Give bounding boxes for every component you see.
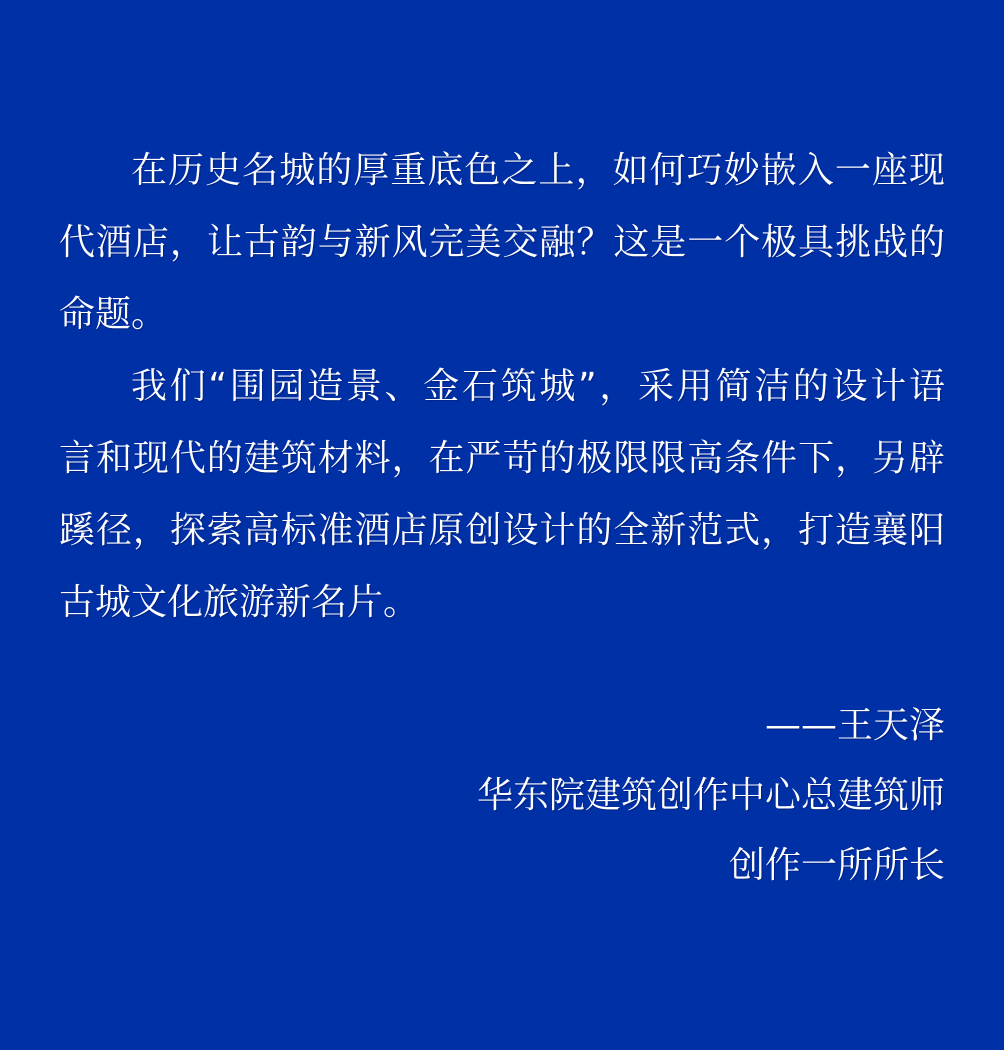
quote-line: 代酒店，让古韵与新风完美交融？这是一个极具挑战的 xyxy=(59,222,945,263)
quote-paragraph-2 xyxy=(59,351,945,639)
attribution-role-title: 华东院建筑创作中心总建筑师 xyxy=(476,775,945,816)
quote-line: 言和现代的建筑材料，在严苛的极限限高条件下，另辟 xyxy=(59,438,945,479)
quote-line: 在历史名城的厚重底色之上，如何巧妙嵌入一座现 xyxy=(131,150,945,191)
quote-paragraph-1 xyxy=(59,135,945,351)
attribution-author: ——王天泽 xyxy=(764,705,945,746)
quote-line: 蹊径，探索高标准酒店原创设计的全新范式，打造襄阳 xyxy=(59,510,945,551)
quote-line: 命题。 xyxy=(59,294,168,335)
quote-line: 古城文化旅游新名片。 xyxy=(59,582,420,623)
quote-line: 我们“围园造景、金石筑城”，采用简洁的设计语 xyxy=(131,366,945,407)
attribution-role-position: 创作一所所长 xyxy=(728,845,945,886)
quote-text-block xyxy=(59,135,945,901)
attribution-block xyxy=(59,691,945,901)
